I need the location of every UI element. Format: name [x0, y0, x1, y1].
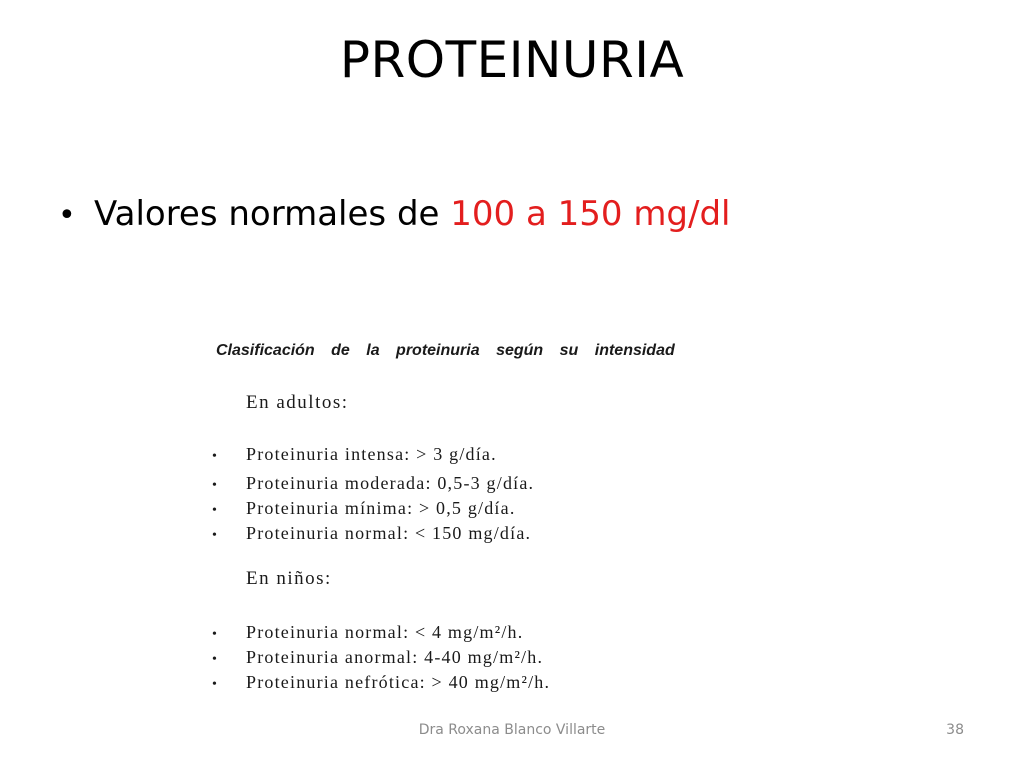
list-item: • Proteinuria nefrótica: > 40 mg/m²/h. [212, 670, 550, 695]
bullet-dot: • [58, 198, 76, 233]
footer-author: Dra Roxana Blanco Villarte [418, 722, 606, 738]
adults-label: En adultos: [246, 392, 349, 413]
item-bullet: • [212, 478, 219, 493]
list-item: • Proteinuria anormal: 4-40 mg/m²/h. [212, 645, 550, 670]
list-item: • Proteinuria mínima: > 0,5 g/día. [212, 496, 534, 521]
table-heading: Clasificación de la proteinuria según su intensidad [216, 342, 675, 359]
item-bullet: • [212, 627, 219, 642]
item-bullet: • [212, 449, 219, 464]
bullet-highlight-value: 100 a 150 mg/dl [450, 194, 731, 234]
list-item: • Proteinuria intensa: > 3 g/día. [212, 442, 534, 467]
item-bullet: • [212, 677, 219, 692]
classification-table-image [206, 330, 776, 698]
children-label: En niños: [246, 568, 332, 589]
children-list [212, 620, 550, 695]
bullet-text: Valores normales de [94, 194, 451, 234]
page-number: 38 [946, 722, 964, 738]
item-bullet: • [212, 503, 219, 518]
list-item: • Proteinuria moderada: 0,5-3 g/día. [212, 471, 534, 496]
main-bullet-point [58, 186, 731, 244]
adults-list [212, 442, 534, 546]
slide-title: PROTEINURIA [339, 31, 685, 89]
list-item: • Proteinuria normal: < 150 mg/día. [212, 521, 534, 546]
item-bullet: • [212, 652, 219, 667]
list-item: • Proteinuria normal: < 4 mg/m²/h. [212, 620, 550, 645]
item-bullet: • [212, 528, 219, 543]
